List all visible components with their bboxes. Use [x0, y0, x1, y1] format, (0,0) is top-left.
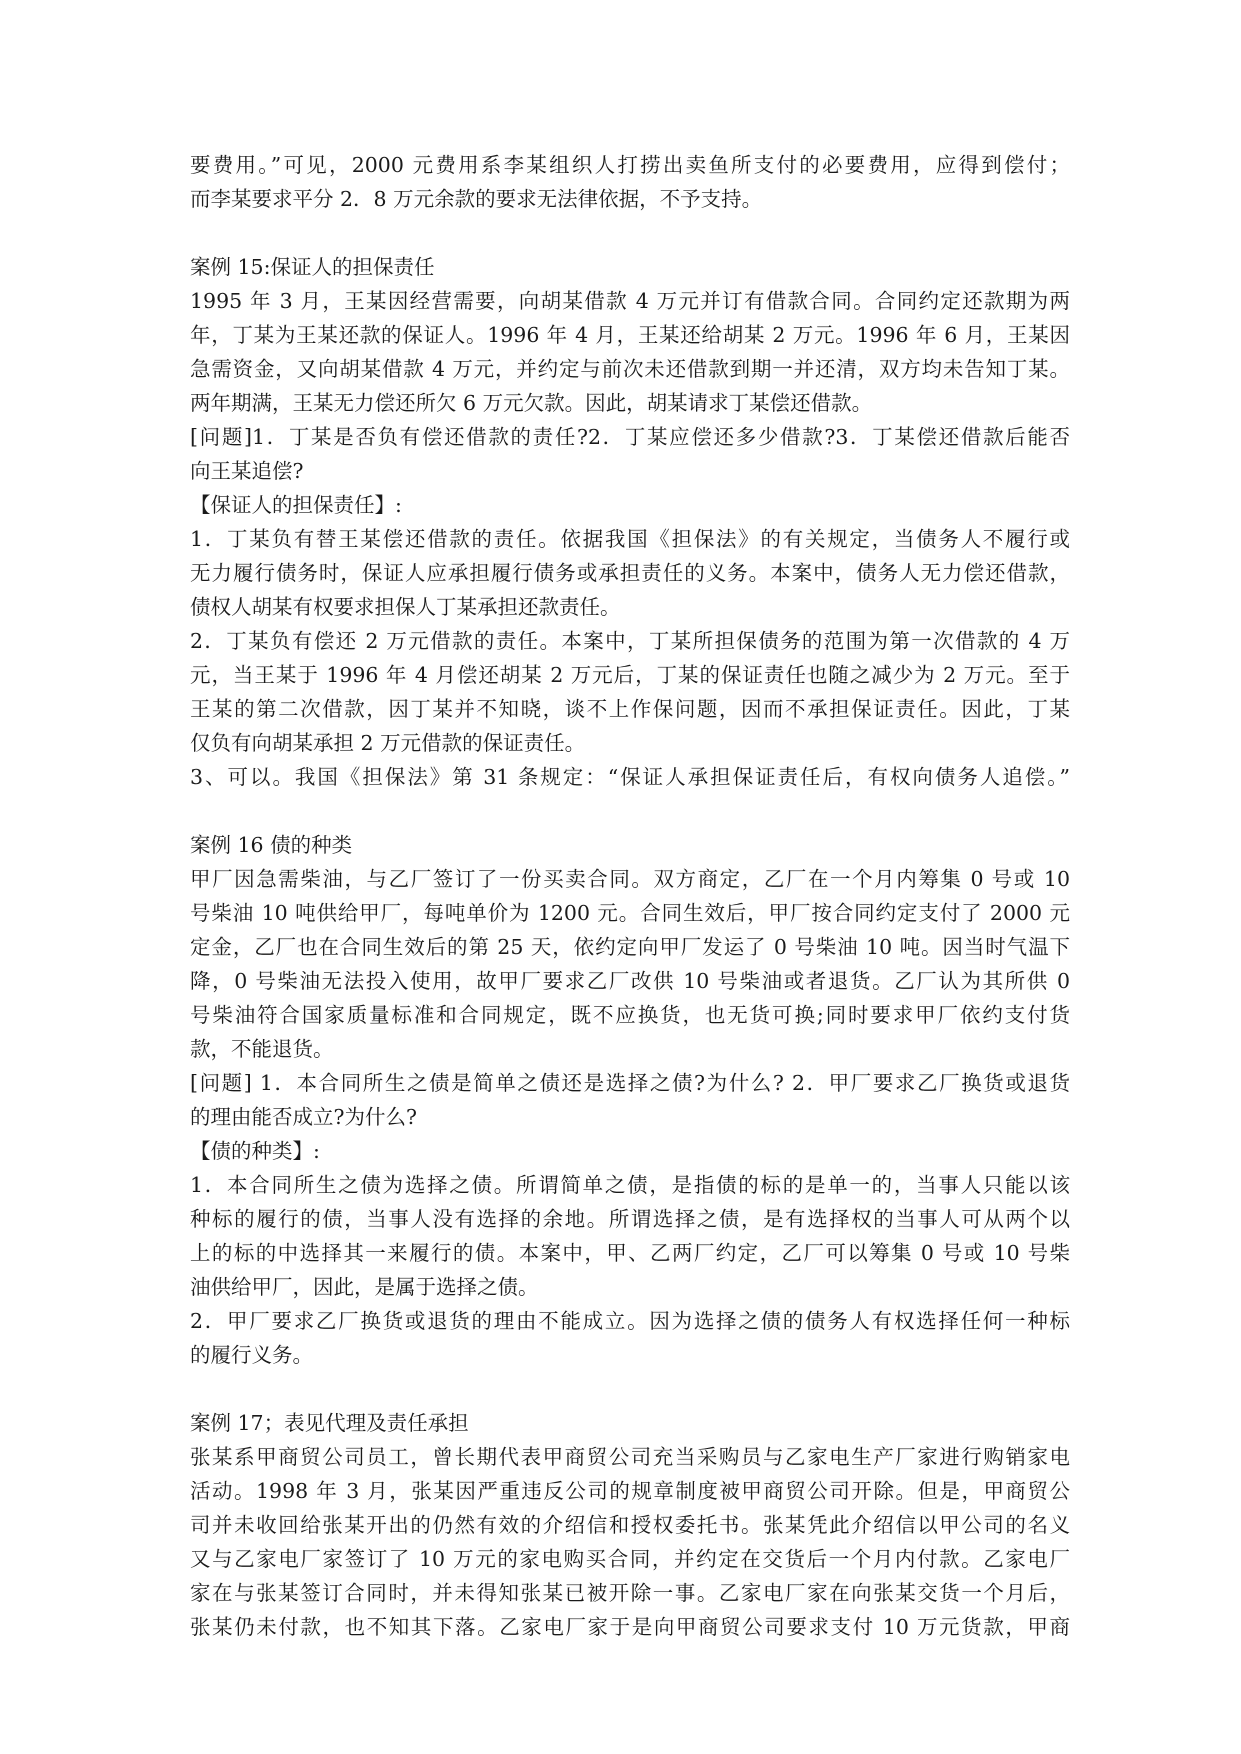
document-body [190, 148, 1070, 1644]
text-line: [问题]1．丁某是否负有偿还借款的责任?2．丁某应偿还多少借款?3．丁某偿还借款后能否 [190, 425, 1070, 449]
section-heading: 案例 15:保证人的担保责任 [190, 255, 435, 279]
section-case16 [190, 828, 1070, 1372]
text-line: 3、可以。我国《担保法》第 31 条规定：“保证人承担保证责任后，有权向债务人追偿。” [190, 765, 1070, 789]
text-line: [问题] 1．本合同所生之债是简单之债还是选择之债?为什么? 2．甲厂要求乙厂换货或退货 [190, 1071, 1070, 1095]
text-line: 号柴油 10 吨供给甲厂，每吨单价为 1200 元。合同生效后，甲厂按合同约定支付了 2000 元 [190, 901, 1070, 925]
paragraph-gap [190, 1372, 1070, 1406]
text-line: 王某的第二次借款，因丁某并不知晓，谈不上作保问题，因而不承担保证责任。因此，丁某 [190, 697, 1070, 721]
text-line: 【保证人的担保责任】: [190, 493, 402, 517]
text-line: 降，0 号柴油无法投入使用，故甲厂要求乙厂改供 10 号柴油或者退货。乙厂认为其所供 0 [190, 969, 1070, 993]
text-line: 油供给甲厂，因此，是属于选择之债。 [190, 1275, 539, 1299]
section-case17 [190, 1406, 1070, 1644]
text-line: 司并未收回给张某开出的仍然有效的介绍信和授权委托书。张某凭此介绍信以甲公司的名义 [190, 1513, 1070, 1537]
text-line: 债权人胡某有权要求担保人丁某承担还款责任。 [190, 595, 621, 619]
text-line: 的理由能否成立?为什么? [190, 1105, 417, 1129]
text-line: 年，丁某为王某还款的保证人。1996 年 4 月，王某还给胡某 2 万元。1996 年 6 月，王某因 [190, 323, 1070, 347]
text-line: 仅负有向胡某承担 2 万元借款的保证责任。 [190, 731, 586, 755]
section-heading: 案例 17；表见代理及责任承担 [190, 1411, 469, 1435]
text-line: 种标的履行的债，当事人没有选择的余地。所谓选择之债，是有选择权的当事人可从两个以 [190, 1207, 1070, 1231]
section-intro [190, 148, 1070, 216]
text-line: 张某系甲商贸公司员工，曾长期代表甲商贸公司充当采购员与乙家电生产厂家进行购销家电 [190, 1445, 1070, 1469]
document-page [190, 148, 1070, 1644]
text-line: 元，当王某于 1996 年 4 月偿还胡某 2 万元后，丁某的保证责任也随之减少为 2 万元。至于 [190, 663, 1070, 687]
text-line: 上的标的中选择其一来履行的债。本案中，甲、乙两厂约定，乙厂可以筹集 0 号或 10 号柴 [190, 1241, 1070, 1265]
text-line: 2．丁某负有偿还 2 万元借款的责任。本案中，丁某所担保债务的范围为第一次借款的 4 万 [190, 629, 1070, 653]
text-line: 款，不能退货。 [190, 1037, 334, 1061]
text-line: 甲厂因急需柴油，与乙厂签订了一份买卖合同。双方商定，乙厂在一个月内筹集 0 号或 10 [190, 867, 1070, 891]
text-line: 活动。1998 年 3 月，张某因严重违反公司的规章制度被甲商贸公司开除。但是，甲商贸公 [190, 1479, 1070, 1503]
text-line: 1．本合同所生之债为选择之债。所谓简单之债，是指债的标的是单一的，当事人只能以该 [190, 1173, 1070, 1197]
text-line: 号柴油符合国家质量标准和合同规定，既不应换货，也无货可换;同时要求甲厂依约支付货 [190, 1003, 1070, 1027]
text-line: 的履行义务。 [190, 1343, 313, 1367]
text-line: 1995 年 3 月，王某因经营需要，向胡某借款 4 万元并订有借款合同。合同约定还款期为两 [190, 289, 1070, 313]
text-line: 2．甲厂要求乙厂换货或退货的理由不能成立。因为选择之债的债务人有权选择任何一种标 [190, 1309, 1070, 1333]
section-heading: 案例 16 债的种类 [190, 833, 353, 857]
text-line: 急需资金，又向胡某借款 4 万元，并约定与前次未还借款到期一并还清，双方均未告知丁某。 [190, 357, 1070, 381]
text-line: 张某仍未付款，也不知其下落。乙家电厂家于是向甲商贸公司要求支付 10 万元货款，甲商 [190, 1615, 1070, 1639]
text-line: 1．丁某负有替王某偿还借款的责任。依据我国《担保法》的有关规定，当债务人不履行或 [190, 527, 1070, 551]
paragraph-gap [190, 794, 1070, 828]
text-line: 两年期满，王某无力偿还所欠 6 万元欠款。因此，胡某请求丁某偿还借款。 [190, 391, 873, 415]
text-line: 定金，乙厂也在合同生效后的第 25 天，依约定向甲厂发运了 0 号柴油 10 吨。因当时气温下 [190, 935, 1070, 959]
text-line: 要费用。”可见，2000 元费用系李某组织人打捞出卖鱼所支付的必要费用，应得到偿付； [190, 153, 1070, 177]
text-line: 无力履行债务时，保证人应承担履行债务或承担责任的义务。本案中，债务人无力偿还借款， [190, 561, 1070, 585]
section-case15 [190, 250, 1070, 794]
text-line: 又与乙家电厂家签订了 10 万元的家电购买合同，并约定在交货后一个月内付款。乙家电厂 [190, 1547, 1070, 1571]
text-line: 向王某追偿? [190, 459, 304, 483]
paragraph-gap [190, 216, 1070, 250]
text-line: 家在与张某签订合同时，并未得知张某已被开除一事。乙家电厂家在向张某交货一个月后， [190, 1581, 1070, 1605]
text-line: 【债的种类】: [190, 1139, 320, 1163]
text-line: 而李某要求平分 2．8 万元余款的要求无法律依据，不予支持。 [190, 187, 763, 211]
